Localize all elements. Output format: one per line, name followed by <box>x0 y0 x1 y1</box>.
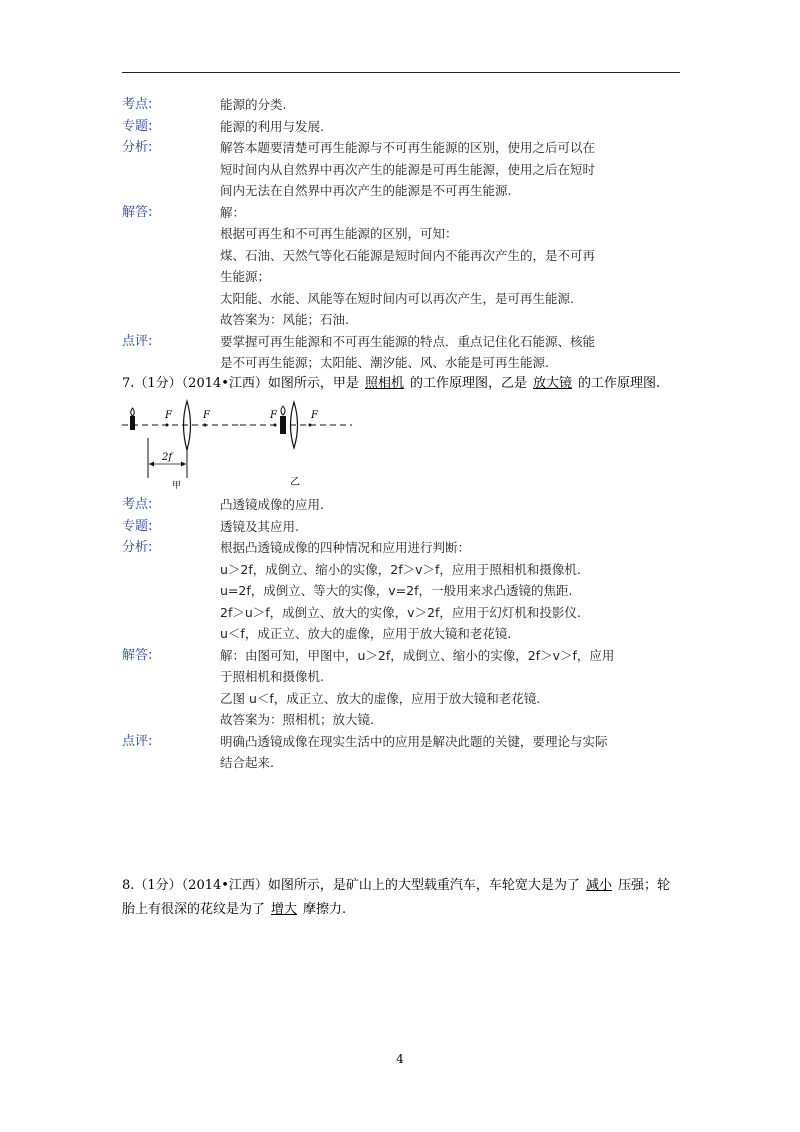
q7-analysis <box>122 494 682 774</box>
figure-jia-label: 甲 <box>172 481 182 490</box>
q8-answer-blank-1: 减小 <box>585 878 612 893</box>
focal-point-left-jia <box>166 424 169 427</box>
page-number: 4 <box>396 1052 404 1066</box>
q6-analysis <box>122 94 682 374</box>
lens-figure <box>120 398 360 490</box>
two-f-label: 2f <box>162 452 173 463</box>
fenxi-label: 分析: <box>122 140 153 155</box>
jieda-line: 解： <box>220 204 246 220</box>
kaodian-label: 考点: <box>122 97 153 112</box>
jieda-row <box>122 202 682 331</box>
q7-question <box>122 372 660 391</box>
focal-label: F <box>203 410 210 421</box>
kaodian-row <box>122 94 682 116</box>
candle-yi <box>280 416 286 434</box>
figure-yi-label: 乙 <box>290 477 300 488</box>
q7-mid: 的工作原理图，乙是 <box>409 376 527 391</box>
focal-point-right-jia <box>204 424 207 427</box>
zhuanti-row <box>122 516 682 538</box>
q8-line1-suffix: 压强；轮 <box>617 878 670 893</box>
fenxi-label: 分析: <box>122 540 153 555</box>
q8-line1-prefix: 8.（1分）（2014•江西）如图所示，是矿山上的大型载重汽车，车轮宽大是为了 <box>122 878 580 893</box>
fenxi-line: u=2f，成倒立、等大的实像，v=2f，一般用来求凸透镜的焦距. <box>220 583 573 598</box>
q8-answer-blank-2: 增大 <box>271 902 298 917</box>
jieda-line: 于照相机和摄像机. <box>220 669 324 684</box>
q7-suffix: 的工作原理图. <box>577 376 661 391</box>
q7-answer-blank-2: 放大镜 <box>532 376 572 391</box>
dianping-label: 点评: <box>122 733 153 749</box>
jieda-line: 乙图 u＜f，成正立、放大的虚像，应用于放大镜和老花镜. <box>220 690 541 706</box>
focal-point-left-yi <box>274 424 277 427</box>
fenxi-row <box>122 137 682 202</box>
figure-yi <box>240 402 352 488</box>
zhuanti-text: 透镜及其应用. <box>220 518 299 534</box>
candle-jia <box>130 416 135 430</box>
flame-yi <box>281 406 285 415</box>
two-f-arrow-head-left <box>149 462 154 467</box>
kaodian-label: 考点: <box>122 497 153 512</box>
jieda-line: 根据可再生和不可再生能源的区别，可知： <box>220 226 458 241</box>
jieda-line: 生能源； <box>220 269 271 284</box>
kaodian-row <box>122 494 682 516</box>
fenxi-line: u＜f，成正立、放大的虚像，应用于放大镜和老花镜. <box>220 626 512 641</box>
jieda-line: 煤、石油、天然气等化石能源是短时间内不能再次产生的，是不可再 <box>220 247 596 263</box>
jieda-line: 故答案为：风能；石油. <box>220 312 349 327</box>
dianping-row <box>122 731 682 774</box>
zhuanti-label: 专题: <box>122 118 153 134</box>
dianping-line: 要掌握可再生能源和不可再生能源的特点．重点记住化石能源、核能 <box>220 333 596 349</box>
jieda-label: 解答: <box>122 204 153 220</box>
dianping-line: 结合起来. <box>220 755 274 770</box>
dianping-label: 点评: <box>122 333 153 349</box>
q8-question-line-2 <box>122 898 346 917</box>
fenxi-line: 间内无法在自然界中再次产生的能源是不可再生能源. <box>220 183 512 198</box>
fenxi-line: 根据凸透镜成像的四种情况和应用进行判断： <box>220 540 471 555</box>
focal-point-right-yi <box>309 424 312 427</box>
fenxi-line: 解答本题要清楚可再生能源与不可再生能源的区别，使用之后可以在 <box>220 140 596 155</box>
dianping-line: 明确凸透镜成像在现实生活中的应用是解决此题的关键，要理论与实际 <box>220 733 608 749</box>
fenxi-line: 2f＞u＞f，成倒立、放大的实像，v＞2f，应用于幻灯机和投影仪. <box>220 604 581 620</box>
kaodian-text: 能源的分类. <box>220 97 287 112</box>
header-rule <box>122 72 680 73</box>
fenxi-line: u＞2f，成倒立、缩小的实像，2f＞v＞f，应用于照相机和摄像机. <box>220 561 581 577</box>
figure-jia <box>122 401 238 490</box>
jieda-line: 太阳能、水能、风能等在短时间内可以再次产生，是可再生能源. <box>220 290 574 306</box>
dianping-row <box>122 331 682 374</box>
dianping-line: 是不可再生能源；太阳能、潮汐能、风、水能是可再生能源. <box>220 355 549 370</box>
jieda-line: 解：由图可知，甲图中，u＞2f，成倒立、缩小的实像，2f＞v＞f，应用 <box>220 647 615 663</box>
zhuanti-row <box>122 116 682 138</box>
q8-line2-suffix: 摩擦力. <box>303 902 347 917</box>
q7-prefix: 7.（1分）（2014•江西）如图所示，甲是 <box>122 376 359 391</box>
flame-jia <box>131 408 135 416</box>
jieda-row <box>122 645 682 731</box>
fenxi-row <box>122 537 682 645</box>
zhuanti-label: 专题: <box>122 518 153 534</box>
zhuanti-text: 能源的利用与发展. <box>220 118 324 134</box>
jieda-line: 故答案为：照相机；放大镜. <box>220 712 374 727</box>
q7-answer-blank-1: 照相机 <box>364 376 404 391</box>
focal-label: F <box>311 410 318 421</box>
q8-line2-prefix: 胎上有很深的花纹是为了 <box>122 902 266 917</box>
two-f-arrow-head-right <box>181 462 186 467</box>
jieda-label: 解答: <box>122 647 153 663</box>
q8-question-line-1 <box>122 874 670 893</box>
focal-label: F <box>165 410 172 421</box>
focal-label: F <box>270 410 277 421</box>
fenxi-line: 短时间内从自然界中再次产生的能源是可再生能源，使用之后在短时 <box>220 161 596 177</box>
kaodian-text: 凸透镜成像的应用. <box>220 497 324 512</box>
